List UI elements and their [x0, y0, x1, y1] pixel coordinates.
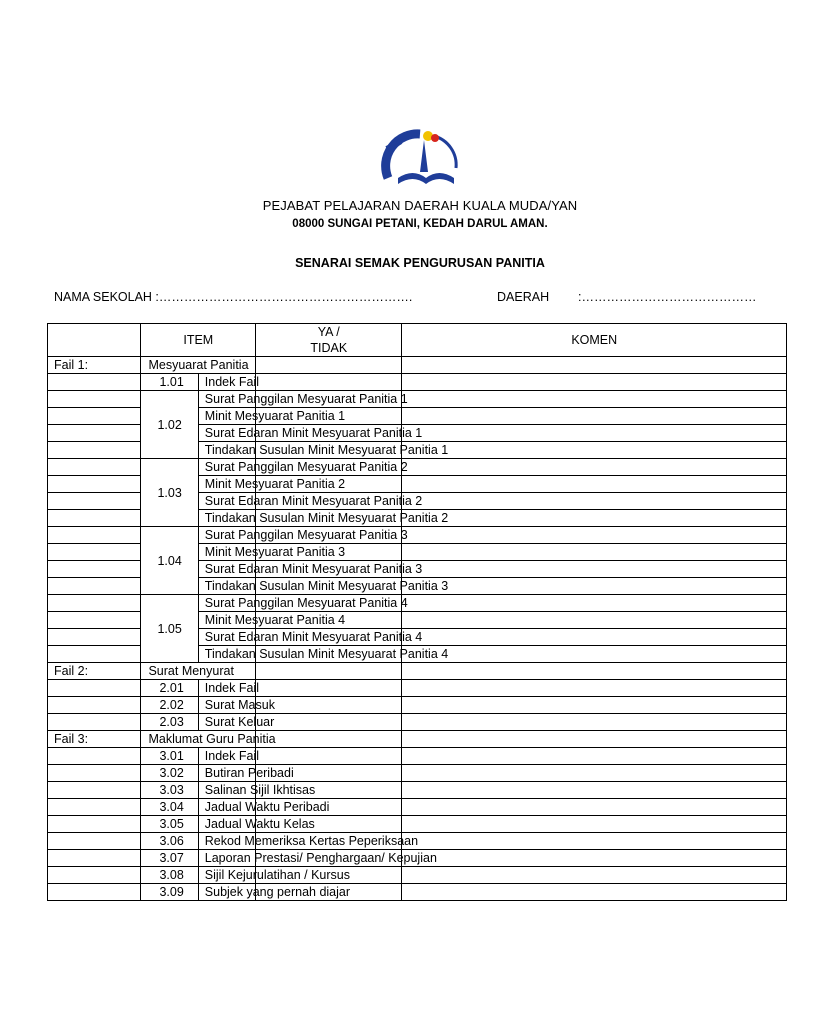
komen-cell[interactable] [402, 425, 787, 442]
district-label: DAERAH [497, 290, 550, 304]
komen-cell[interactable] [402, 527, 787, 544]
school-field[interactable] [54, 290, 412, 304]
item-number: 2.02 [141, 697, 198, 714]
table-row [48, 884, 787, 901]
pen-icon [420, 140, 428, 172]
komen-cell[interactable] [402, 476, 787, 493]
komen-cell[interactable] [402, 595, 787, 612]
item-text: Surat Masuk [198, 697, 255, 714]
item-text: Jadual Waktu Kelas [198, 816, 255, 833]
school-label: NAMA SEKOLAH : [54, 290, 159, 304]
file-title: Surat Menyurat [141, 663, 256, 680]
table-row [48, 374, 787, 391]
table-row [48, 850, 787, 867]
table-row [48, 782, 787, 799]
item-text: Indek Fail [198, 680, 255, 697]
item-number: 1.05 [141, 595, 198, 663]
komen-cell[interactable] [402, 442, 787, 459]
item-text: Surat Panggilan Mesyuarat Panitia 3 [198, 527, 255, 544]
item-number: 3.07 [141, 850, 198, 867]
item-number: 1.04 [141, 527, 198, 595]
komen-cell[interactable] [402, 765, 787, 782]
item-text: Surat Edaran Minit Mesyuarat Panitia 4 [198, 629, 255, 646]
item-number: 3.05 [141, 816, 198, 833]
item-number: 2.03 [141, 714, 198, 731]
file-row [48, 357, 787, 374]
ya-tidak-cell[interactable] [256, 357, 402, 374]
office-name: PEJABAT PELAJARAN DAERAH KUALA MUDA/YAN [262, 198, 578, 213]
komen-cell[interactable] [402, 510, 787, 527]
item-text: Sijil Kejurulatihan / Kursus [198, 867, 255, 884]
ya-tidak-cell[interactable] [256, 748, 402, 765]
komen-cell[interactable] [402, 544, 787, 561]
item-text: Minit Mesyuarat Panitia 1 [198, 408, 255, 425]
komen-cell[interactable] [402, 816, 787, 833]
komen-cell[interactable] [402, 612, 787, 629]
ya-tidak-cell[interactable] [256, 731, 402, 748]
item-number: 3.09 [141, 884, 198, 901]
file-row [48, 731, 787, 748]
table-header-row [48, 324, 787, 357]
header-ya-tidak: YA / TIDAK [256, 324, 402, 357]
komen-cell[interactable] [402, 459, 787, 476]
table-row [48, 595, 787, 612]
item-number: 3.01 [141, 748, 198, 765]
logo-text: PPD [384, 135, 406, 154]
item-text: Surat Panggilan Mesyuarat Panitia 4 [198, 595, 255, 612]
table-row [48, 680, 787, 697]
item-text: Minit Mesyuarat Panitia 3 [198, 544, 255, 561]
school-dots: ……………………………………………………. [158, 290, 413, 304]
item-text: Minit Mesyuarat Panitia 2 [198, 476, 255, 493]
komen-cell[interactable] [402, 731, 787, 748]
item-number: 1.01 [141, 374, 198, 391]
item-text: Surat Edaran Minit Mesyuarat Panitia 2 [198, 493, 255, 510]
item-text: Indek Fail [198, 748, 255, 765]
komen-cell[interactable] [402, 833, 787, 850]
komen-cell[interactable] [402, 357, 787, 374]
item-text: Minit Mesyuarat Panitia 4 [198, 612, 255, 629]
komen-cell[interactable] [402, 374, 787, 391]
table-row [48, 748, 787, 765]
komen-cell[interactable] [402, 561, 787, 578]
file-row [48, 663, 787, 680]
item-number: 3.08 [141, 867, 198, 884]
checklist-table [47, 323, 787, 901]
table-row [48, 391, 787, 408]
item-text: Subjek yang pernah diajar [198, 884, 255, 901]
komen-cell[interactable] [402, 493, 787, 510]
item-number: 3.02 [141, 765, 198, 782]
komen-cell[interactable] [402, 714, 787, 731]
file-title: Mesyuarat Panitia [141, 357, 256, 374]
komen-cell[interactable] [402, 782, 787, 799]
item-text: Salinan Sijil Ikhtisas [198, 782, 255, 799]
table-row [48, 765, 787, 782]
item-text: Tindakan Susulan Minit Mesyuarat Panitia 3 [198, 578, 255, 595]
table-row [48, 816, 787, 833]
ya-tidak-cell[interactable] [256, 374, 402, 391]
table-row [48, 714, 787, 731]
table-row [48, 527, 787, 544]
komen-cell[interactable] [402, 646, 787, 663]
item-text: Surat Edaran Minit Mesyuarat Panitia 3 [198, 561, 255, 578]
ya-tidak-cell[interactable] [256, 714, 402, 731]
komen-cell[interactable] [402, 697, 787, 714]
item-number: 3.04 [141, 799, 198, 816]
item-text: Surat Keluar [198, 714, 255, 731]
ya-tidak-cell[interactable] [256, 680, 402, 697]
item-number: 3.06 [141, 833, 198, 850]
komen-cell[interactable] [402, 578, 787, 595]
item-text: Surat Edaran Minit Mesyuarat Panitia 1 [198, 425, 255, 442]
komen-cell[interactable] [402, 748, 787, 765]
district-field[interactable]: :…………………………………… [578, 290, 757, 304]
item-text: Butiran Peribadi [198, 765, 255, 782]
komen-cell[interactable] [402, 408, 787, 425]
item-number: 1.03 [141, 459, 198, 527]
file-title: Maklumat Guru Panitia [141, 731, 256, 748]
item-number: 3.03 [141, 782, 198, 799]
item-text: Rekod Memeriksa Kertas Peperiksaan [198, 833, 255, 850]
file-label: Fail 3: [48, 731, 141, 748]
item-text: Tindakan Susulan Minit Mesyuarat Panitia 2 [198, 510, 255, 527]
item-text: Surat Panggilan Mesyuarat Panitia 2 [198, 459, 255, 476]
table-row [48, 799, 787, 816]
document-title: SENARAI SEMAK PENGURUSAN PANITIA [295, 256, 545, 270]
komen-cell[interactable] [402, 867, 787, 884]
table-row [48, 459, 787, 476]
table-row [48, 867, 787, 884]
komen-cell[interactable] [402, 391, 787, 408]
item-text: Tindakan Susulan Minit Mesyuarat Panitia 1 [198, 442, 255, 459]
ppd-logo [368, 128, 463, 190]
komen-cell[interactable] [402, 663, 787, 680]
item-text: Tindakan Susulan Minit Mesyuarat Panitia 4 [198, 646, 255, 663]
item-text: Surat Panggilan Mesyuarat Panitia 1 [198, 391, 255, 408]
ya-tidak-cell[interactable] [256, 663, 402, 680]
header-item: ITEM [141, 324, 256, 357]
item-text: Indek Fail [198, 374, 255, 391]
table-row [48, 697, 787, 714]
komen-cell[interactable] [402, 884, 787, 901]
item-text: Jadual Waktu Peribadi [198, 799, 255, 816]
header-komen: KOMEN [402, 324, 787, 357]
ya-tidak-cell[interactable] [256, 697, 402, 714]
komen-cell[interactable] [402, 680, 787, 697]
table-row [48, 833, 787, 850]
item-number: 1.02 [141, 391, 198, 459]
file-label: Fail 1: [48, 357, 141, 374]
book-icon [398, 173, 454, 184]
komen-cell[interactable] [402, 629, 787, 646]
item-text: Laporan Prestasi/ Penghargaan/ Kepujian [198, 850, 255, 867]
komen-cell[interactable] [402, 850, 787, 867]
item-number: 2.01 [141, 680, 198, 697]
office-address: 08000 SUNGAI PETANI, KEDAH DARUL AMAN. [292, 218, 548, 230]
komen-cell[interactable] [402, 799, 787, 816]
file-label: Fail 2: [48, 663, 141, 680]
header-blank [48, 324, 141, 357]
